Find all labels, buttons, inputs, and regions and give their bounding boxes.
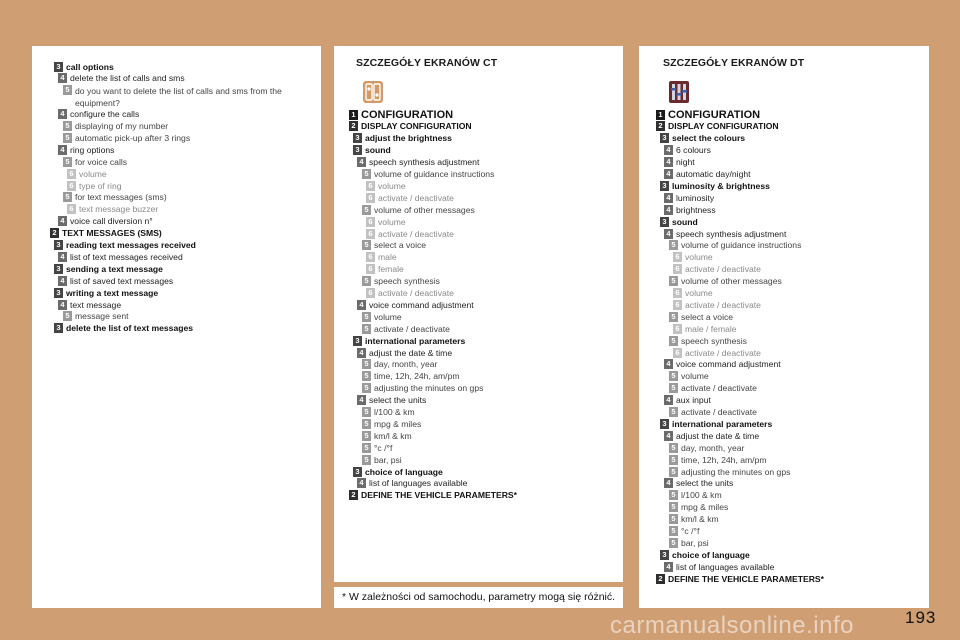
menu-item-label: mpg & miles xyxy=(681,502,729,513)
menu-item-label: volume xyxy=(685,288,713,298)
menu-item-label: adjusting the minutes on gps xyxy=(681,466,791,477)
level-badge: 4 xyxy=(58,300,67,310)
level-badge: 3 xyxy=(353,467,362,477)
right-menu-item xyxy=(669,490,722,501)
middle-menu-item xyxy=(366,228,454,239)
level-badge: 3 xyxy=(54,62,63,72)
level-badge: 6 xyxy=(366,217,375,227)
menu-item-label: text message buzzer xyxy=(79,204,159,215)
right-menu-item xyxy=(664,145,711,156)
menu-item-label: list of text messages received xyxy=(70,251,183,262)
footnote: * W zależności od samochodu, parametry mogą się różnić. xyxy=(334,587,623,608)
middle-menu-item xyxy=(366,180,406,191)
right-menu-item xyxy=(664,228,786,239)
left-menu-item xyxy=(63,192,167,203)
level-badge: 5 xyxy=(362,359,371,369)
middle-menu-item xyxy=(353,466,443,477)
middle-menu-item xyxy=(357,157,479,168)
level-badge: 4 xyxy=(664,359,673,369)
right-menu-item xyxy=(669,537,709,548)
right-menu-item xyxy=(656,109,760,120)
right-menu-item xyxy=(664,395,711,406)
level-badge: 4 xyxy=(58,109,67,119)
left-menu-item xyxy=(67,180,122,191)
menu-item-label: speech synthesis xyxy=(374,276,440,287)
level-badge: 2 xyxy=(656,121,665,131)
level-badge: 5 xyxy=(362,383,371,393)
level-badge: 1 xyxy=(349,110,358,120)
right-menu-item xyxy=(660,216,698,227)
menu-item-label: volume xyxy=(378,180,406,191)
level-badge: 6 xyxy=(366,252,375,262)
menu-item-label: list of saved text messages xyxy=(70,275,174,286)
right-menu-item xyxy=(669,466,790,477)
level-badge: 5 xyxy=(362,169,371,179)
ct-heading: SZCZEGÓŁY EKRANÓW CT xyxy=(356,57,498,69)
menu-item-label: activate / deactivate xyxy=(374,323,450,334)
left-menu-item xyxy=(67,204,158,215)
right-menu-item xyxy=(664,204,716,215)
level-badge: 5 xyxy=(63,121,72,131)
dt-panel xyxy=(639,46,929,608)
left-menu-item xyxy=(63,311,129,322)
level-badge: 1 xyxy=(656,110,665,120)
level-badge: 4 xyxy=(664,395,673,405)
menu-item-label: day, month, year xyxy=(681,442,745,453)
menu-item-label: activate / deactivate xyxy=(685,264,761,275)
level-badge: 5 xyxy=(669,336,678,346)
level-badge: 4 xyxy=(664,431,673,441)
level-badge: 6 xyxy=(673,252,682,262)
level-badge: 4 xyxy=(58,73,67,83)
menu-item-label: sound xyxy=(365,145,391,156)
middle-menu-item xyxy=(349,121,472,132)
menu-item-label: voice call diversion n° xyxy=(70,216,153,227)
middle-menu-item xyxy=(362,323,450,334)
level-badge: 3 xyxy=(54,288,63,298)
level-badge: 5 xyxy=(362,324,371,334)
menu-item-label: activate / deactivate xyxy=(685,347,761,358)
right-menu-item xyxy=(669,442,744,453)
menu-item-label: speech synthesis xyxy=(681,335,747,346)
menu-item-label: for voice calls xyxy=(75,156,128,167)
level-badge: 3 xyxy=(353,336,362,346)
level-badge: 5 xyxy=(63,311,72,321)
menu-item-label: TEXT MESSAGES (SMS) xyxy=(62,228,162,239)
level-badge: 6 xyxy=(673,264,682,274)
right-menu-item xyxy=(669,526,699,537)
menu-item-label: call options xyxy=(66,61,114,72)
level-badge: 4 xyxy=(664,157,673,167)
level-badge: 5 xyxy=(669,538,678,548)
menu-item-label: volume of other messages xyxy=(374,204,475,215)
right-menu-item xyxy=(664,192,714,203)
right-menu-item xyxy=(669,276,782,287)
level-badge: 5 xyxy=(362,312,371,322)
right-menu-item xyxy=(673,299,761,310)
level-badge: 6 xyxy=(366,288,375,298)
menu-item-label: activate / deactivate xyxy=(685,299,761,310)
level-badge: 5 xyxy=(669,467,678,477)
middle-menu-item xyxy=(362,430,412,441)
right-menu-item xyxy=(656,573,824,584)
right-menu-item xyxy=(669,502,728,513)
level-badge: 5 xyxy=(669,240,678,250)
menu-item-label: time, 12h, 24h, am/pm xyxy=(681,454,767,465)
ct-config-icon xyxy=(363,81,383,103)
dt-config-icon xyxy=(669,81,689,103)
level-badge: 4 xyxy=(664,205,673,215)
middle-menu-item xyxy=(362,418,421,429)
level-badge: 3 xyxy=(54,264,63,274)
level-badge: 3 xyxy=(660,133,669,143)
level-badge: 5 xyxy=(362,205,371,215)
level-badge: 5 xyxy=(63,133,72,143)
middle-menu-item xyxy=(362,371,460,382)
level-badge: 4 xyxy=(357,157,366,167)
right-menu-item xyxy=(664,478,733,489)
right-menu-item xyxy=(673,288,713,299)
level-badge: 5 xyxy=(669,371,678,381)
middle-menu-item xyxy=(362,407,415,418)
level-badge: 2 xyxy=(656,574,665,584)
level-badge: 4 xyxy=(357,300,366,310)
left-menu-item xyxy=(63,121,168,132)
level-badge: 5 xyxy=(362,419,371,429)
right-menu-item xyxy=(669,514,719,525)
menu-item-label: activate / deactivate xyxy=(378,228,454,239)
menu-item-label: km/l & km xyxy=(374,430,412,441)
left-menu-item xyxy=(58,73,185,84)
middle-menu-item xyxy=(362,204,475,215)
level-badge: 3 xyxy=(660,419,669,429)
left-menu-item xyxy=(63,132,190,143)
level-badge: 6 xyxy=(366,181,375,191)
menu-item-label: volume xyxy=(374,311,402,322)
middle-menu-item xyxy=(366,264,404,275)
level-badge: 5 xyxy=(669,514,678,524)
right-menu-item xyxy=(669,311,733,322)
menu-item-label: voice command adjustment xyxy=(676,359,781,370)
level-badge: 6 xyxy=(673,300,682,310)
right-menu-item xyxy=(660,418,772,429)
menu-item-label: activate / deactivate xyxy=(378,288,454,298)
menu-item-label: adjust the date & time xyxy=(369,347,453,358)
level-badge: 6 xyxy=(67,204,76,214)
menu-item-label: select the units xyxy=(369,395,427,406)
middle-menu-item xyxy=(353,133,452,144)
menu-item-label: delete the list of text messages xyxy=(66,323,194,334)
menu-item-label: km/l & km xyxy=(681,514,719,525)
right-menu-item xyxy=(669,240,801,251)
right-menu-item xyxy=(669,383,757,394)
right-menu-item xyxy=(664,169,751,180)
level-badge: 6 xyxy=(366,193,375,203)
left-menu-item xyxy=(58,109,139,120)
level-badge: 5 xyxy=(362,455,371,465)
menu-item-label: list of languages available xyxy=(369,478,468,489)
menu-item-label: male / female xyxy=(685,323,737,334)
menu-item-label: select a voice xyxy=(374,240,427,251)
menu-item-label: adjust the date & time xyxy=(676,430,760,441)
right-menu-item xyxy=(664,561,774,572)
level-badge: 5 xyxy=(362,431,371,441)
level-badge: 3 xyxy=(353,133,362,143)
menu-item-label: adjusting the minutes on gps xyxy=(374,383,484,394)
menu-item-label: text message xyxy=(70,299,122,310)
level-badge: 4 xyxy=(664,562,673,572)
level-badge: 4 xyxy=(664,145,673,155)
menu-item-label: luminosity xyxy=(676,192,715,203)
menu-item-label: type of ring xyxy=(79,180,122,191)
ct-panel xyxy=(334,46,623,582)
menu-item-label: writing a text message xyxy=(66,287,159,298)
menu-item-label: delete the list of calls and sms xyxy=(70,73,185,84)
menu-item-label: bar, psi xyxy=(374,454,402,465)
level-badge: 5 xyxy=(669,490,678,500)
middle-menu-item xyxy=(349,109,453,120)
level-badge: 4 xyxy=(58,145,67,155)
level-badge: 5 xyxy=(669,407,678,417)
level-badge: 5 xyxy=(669,526,678,536)
menu-item-label: speech synthesis adjustment xyxy=(676,228,787,239)
level-badge: 4 xyxy=(664,478,673,488)
right-menu-item xyxy=(660,549,750,560)
middle-menu-item xyxy=(362,454,402,465)
menu-item-label: male xyxy=(378,252,397,263)
menu-item-label: choice of language xyxy=(672,549,750,560)
menu-item-label: l/100 & km xyxy=(681,490,722,501)
menu-item-label: select a voice xyxy=(681,311,734,322)
menu-item-label: activate / deactivate xyxy=(681,383,757,394)
left-menu-item xyxy=(54,61,114,72)
menu-item-label: night xyxy=(676,157,695,168)
right-menu-item xyxy=(660,180,770,191)
level-badge: 5 xyxy=(362,276,371,286)
menu-item-label: °c /°f xyxy=(681,526,700,536)
menu-item-label: configure the calls xyxy=(70,109,140,120)
left-menu-item xyxy=(54,323,193,334)
level-badge: 4 xyxy=(58,216,67,226)
level-badge: 5 xyxy=(669,502,678,512)
level-badge: 5 xyxy=(669,312,678,322)
right-menu-item xyxy=(673,264,761,275)
level-badge: 6 xyxy=(67,181,76,191)
middle-menu-item xyxy=(357,347,452,358)
middle-menu-item xyxy=(366,192,454,203)
level-badge: 4 xyxy=(357,348,366,358)
middle-menu-item xyxy=(362,276,440,287)
middle-menu-item xyxy=(366,288,454,299)
level-badge: 5 xyxy=(669,276,678,286)
menu-item-label: °c /°f xyxy=(374,442,393,453)
left-menu-item xyxy=(58,251,183,262)
level-badge: 3 xyxy=(660,217,669,227)
right-menu-item xyxy=(669,371,709,382)
menu-item-label: volume xyxy=(378,216,406,227)
menu-item-label: volume xyxy=(79,168,107,179)
right-menu-item xyxy=(656,121,779,132)
middle-menu-item xyxy=(357,395,426,406)
menu-item-label: message sent xyxy=(75,311,129,322)
level-badge: 4 xyxy=(664,169,673,179)
right-menu-item xyxy=(664,430,759,441)
middle-menu-item xyxy=(357,299,474,310)
menu-item-label: volume xyxy=(681,371,709,382)
left-panel xyxy=(32,46,321,608)
level-badge: 5 xyxy=(669,443,678,453)
menu-item-label: activate / deactivate xyxy=(378,192,454,203)
menu-item-label: 6 colours xyxy=(676,145,711,156)
level-badge: 6 xyxy=(366,229,375,239)
menu-item-label: bar, psi xyxy=(681,537,709,548)
menu-item-label: adjust the brightness xyxy=(365,133,452,144)
menu-item-label: list of languages available xyxy=(676,561,775,572)
left-menu-item xyxy=(58,144,114,155)
level-badge: 2 xyxy=(349,490,358,500)
level-badge: 5 xyxy=(362,371,371,381)
level-badge: 3 xyxy=(353,145,362,155)
menu-item-label: DEFINE THE VEHICLE PARAMETERS* xyxy=(668,573,824,584)
middle-menu-item xyxy=(366,252,397,263)
menu-item-label: aux input xyxy=(676,395,711,406)
middle-menu-item xyxy=(362,442,392,453)
menu-item-label: voice command adjustment xyxy=(369,299,474,310)
menu-item-label: for text messages (sms) xyxy=(75,192,167,203)
menu-item-label: select the units xyxy=(676,478,734,489)
level-badge: 4 xyxy=(357,478,366,488)
right-menu-item xyxy=(669,454,767,465)
menu-item-label: l/100 & km xyxy=(374,407,415,417)
level-badge: 5 xyxy=(63,157,72,167)
menu-item-label: mpg & miles xyxy=(374,418,422,429)
menu-item-label: sound xyxy=(672,216,698,227)
middle-menu-item xyxy=(349,490,517,501)
level-badge: 4 xyxy=(357,395,366,405)
left-menu-item xyxy=(67,168,107,179)
middle-menu-item xyxy=(362,169,494,180)
level-badge: 5 xyxy=(362,240,371,250)
right-menu-item xyxy=(669,407,757,418)
menu-item-label: international parameters xyxy=(365,335,466,346)
dt-heading: SZCZEGÓŁY EKRANÓW DT xyxy=(663,57,805,69)
menu-item-label: reading text messages received xyxy=(66,240,196,250)
level-badge: 5 xyxy=(63,85,72,95)
menu-item-label: DISPLAY CONFIGURATION xyxy=(361,121,472,132)
menu-item-label: time, 12h, 24h, am/pm xyxy=(374,371,460,382)
level-badge: 4 xyxy=(58,276,67,286)
menu-item-label: volume of guidance instructions xyxy=(374,169,495,179)
level-badge: 3 xyxy=(54,323,63,333)
left-menu-item xyxy=(50,228,162,239)
level-badge: 2 xyxy=(50,228,59,238)
level-badge: 3 xyxy=(660,550,669,560)
middle-menu-item xyxy=(362,311,402,322)
menu-item-label: speech synthesis adjustment xyxy=(369,157,480,168)
level-badge: 4 xyxy=(58,252,67,262)
menu-item-label: day, month, year xyxy=(374,359,438,370)
menu-item-label: ring options xyxy=(70,144,115,155)
middle-menu-item xyxy=(357,478,467,489)
menu-item-label: female xyxy=(378,264,404,275)
middle-menu-item xyxy=(353,145,391,156)
page-number: 193 xyxy=(905,608,937,627)
right-menu-item xyxy=(669,335,747,346)
level-badge: 6 xyxy=(673,288,682,298)
left-menu-item xyxy=(63,85,310,107)
left-menu-item xyxy=(54,240,196,251)
left-menu-item xyxy=(63,156,127,167)
right-menu-item xyxy=(660,133,745,144)
level-badge: 5 xyxy=(362,407,371,417)
level-badge: 2 xyxy=(349,121,358,131)
left-menu-item xyxy=(58,299,121,310)
menu-item-label: sending a text message xyxy=(66,263,163,274)
level-badge: 6 xyxy=(673,324,682,334)
menu-item-label: DEFINE THE VEHICLE PARAMETERS* xyxy=(361,490,517,501)
level-badge: 4 xyxy=(664,193,673,203)
watermark: carmanualsonline.info xyxy=(610,612,854,639)
left-menu-item xyxy=(58,216,153,227)
menu-item-label: volume xyxy=(685,252,713,263)
left-menu-item xyxy=(54,263,163,274)
middle-menu-item xyxy=(362,240,426,251)
right-menu-item xyxy=(664,157,695,168)
menu-item-label: do you want to delete the list of calls and sms from the equipment? xyxy=(75,85,282,108)
level-badge: 5 xyxy=(362,443,371,453)
level-badge: 3 xyxy=(660,181,669,191)
menu-item-label: CONFIGURATION xyxy=(361,108,454,121)
right-menu-item xyxy=(673,252,713,263)
level-badge: 5 xyxy=(669,455,678,465)
level-badge: 3 xyxy=(54,240,63,250)
right-menu-item xyxy=(673,323,737,334)
level-badge: 6 xyxy=(673,348,682,358)
left-menu-item xyxy=(54,287,158,298)
menu-item-label: automatic pick-up after 3 rings xyxy=(75,132,191,143)
right-menu-item xyxy=(664,359,781,370)
middle-menu-item xyxy=(362,383,483,394)
menu-item-label: choice of language xyxy=(365,466,443,477)
menu-item-label: DISPLAY CONFIGURATION xyxy=(668,121,779,132)
menu-item-label: luminosity & brightness xyxy=(672,180,770,191)
menu-item-label: volume of other messages xyxy=(681,276,782,287)
middle-menu-item xyxy=(353,335,465,346)
menu-item-label: CONFIGURATION xyxy=(668,108,761,121)
level-badge: 4 xyxy=(664,229,673,239)
menu-item-label: international parameters xyxy=(672,418,773,429)
middle-menu-item xyxy=(362,359,437,370)
right-menu-item xyxy=(673,347,761,358)
level-badge: 5 xyxy=(63,192,72,202)
left-menu-item xyxy=(58,275,173,286)
menu-item-label: automatic day/night xyxy=(676,169,751,179)
middle-menu-item xyxy=(366,216,406,227)
level-badge: 6 xyxy=(67,169,76,179)
menu-item-label: select the colours xyxy=(672,133,746,144)
level-badge: 6 xyxy=(366,264,375,274)
menu-item-label: volume of guidance instructions xyxy=(681,240,802,251)
menu-item-label: displaying of my number xyxy=(75,121,169,131)
menu-item-label: brightness xyxy=(676,204,716,215)
level-badge: 5 xyxy=(669,383,678,393)
menu-item-label: activate / deactivate xyxy=(681,407,757,417)
